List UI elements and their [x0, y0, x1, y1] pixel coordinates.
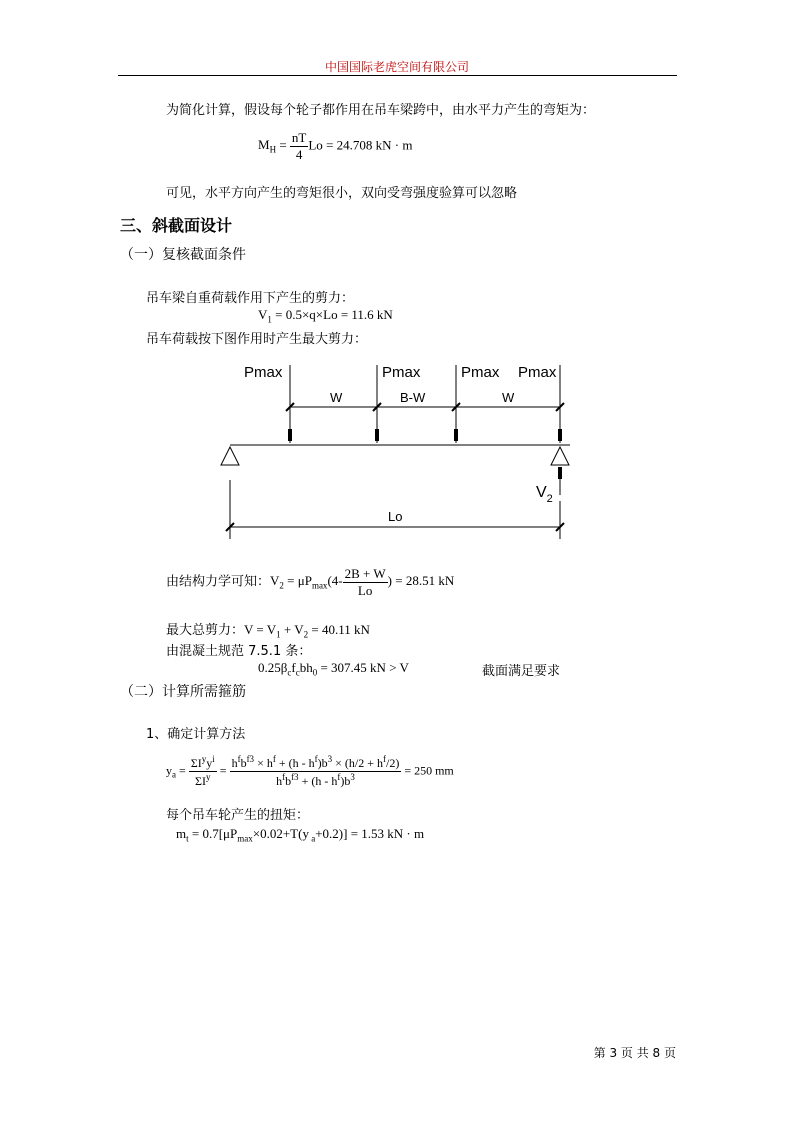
dim-label-b-w: B-W [400, 390, 426, 405]
equation-mh [258, 130, 412, 163]
left-support [221, 447, 239, 465]
mh-lo: Lo [308, 137, 323, 153]
equation-total-shear: 最大总剪力：$V = V_1 + V_2 = 40.11$ kN [166, 622, 370, 640]
dim-label-w1: W [330, 390, 343, 405]
reaction-arrow [558, 467, 562, 479]
line-self-weight-shear: 吊车梁自重荷载作用下产生的剪力： [146, 291, 355, 306]
equation-mt: $m_t = 0.7[\mu P_{max}\times 0.02+T(y$ $_a$+0.2)] = 1.53 kN · m [176, 826, 425, 844]
load-label-4: Pmax [518, 364, 557, 381]
equation-v2: 由结构力学可知：$V_2 = \mu P_{max}(4-$ $\frac{2B + W}{Lo}$ ) = 28.51 kN [166, 566, 455, 598]
v2-prefix: 由结构力学可知： [166, 574, 271, 590]
dim-label-w2: W [502, 390, 515, 405]
arrow-3 [454, 429, 458, 441]
ya-fraction-1: $\frac{\Sigma I^yy^i}{\Sigma I^y}$ [190, 754, 215, 788]
line-concrete-code: 由混凝土规范 7.5.1 条： [166, 644, 312, 659]
subsection-title-check-section: （一）复核截面条件 [120, 247, 246, 263]
load-label-1: Pmax [244, 364, 283, 381]
header-divider [118, 75, 677, 76]
v2-fraction: $\frac{2B + W}{Lo}$ [344, 566, 386, 598]
arrow-2 [375, 429, 379, 441]
paragraph-horizontal-moment: 为简化计算，假设每个轮子都作用在吊车梁跨中，由水平力产生的弯矩为： [166, 103, 596, 118]
equation-section-check: $0.25\beta_cf_cbh_0 = 307.45$ kN > V [258, 660, 409, 678]
step-determine-method: 1、确定计算方法 [146, 727, 246, 742]
load-label-2: Pmax [382, 364, 421, 381]
section-title-oblique-section: 三、斜截面设计 [120, 216, 233, 235]
load-label-3: Pmax [461, 364, 500, 381]
paragraph-ignore-biaxial: 可见，水平方向产生的弯矩很小，双向受弯强度验算可以忽略 [166, 186, 518, 201]
section-check-conclusion: 截面满足要求 [482, 664, 561, 679]
mh-equals: = [279, 137, 287, 153]
mh-result: = 24.708 kN · m [326, 137, 413, 153]
mh-symbol: $M_H$ [258, 137, 277, 156]
subsection-title-stirrups: （二）计算所需箍筋 [120, 684, 246, 700]
ya-fraction-2: $\frac{h^fb^{f3} \times h^f + (h - h^f)b^3 \times (h/2 + h^f/2)}{h^fb^{f3} + (h - h^f)b^3}$ [231, 754, 400, 788]
arrow-1 [288, 429, 292, 441]
page-number: 第 3 页 共 8 页 [593, 1046, 676, 1060]
equation-v1: $V_1 = 0.5\times q\times Lo = 11.6$ kN [258, 307, 393, 325]
line-max-shear: 吊车荷载按下图作用时产生最大剪力： [146, 332, 368, 347]
page-header: 中国国际老虎空间有限公司 [324, 60, 469, 74]
arrow-4 [558, 429, 562, 441]
right-support [551, 447, 569, 465]
reaction-label: $V_2$ [536, 484, 553, 505]
mh-fraction: $\frac{nT}{4}$ [291, 130, 307, 162]
equation-ya: $y_a$ = $\frac{\Sigma I^yy^i}{\Sigma I^y}$ = $\frac{h^fb^{f3} \times h^f + (h - h^f)b^3 \times (h/2 + h^f/2)}{h^fb^{f3} + (h - h^f)b^3}$ = 250 mm [166, 754, 454, 788]
crane-load-diagram [210, 355, 590, 545]
span-label: Lo [388, 509, 403, 524]
line-torque-label: 每个吊车轮产生的扭矩： [166, 808, 310, 823]
